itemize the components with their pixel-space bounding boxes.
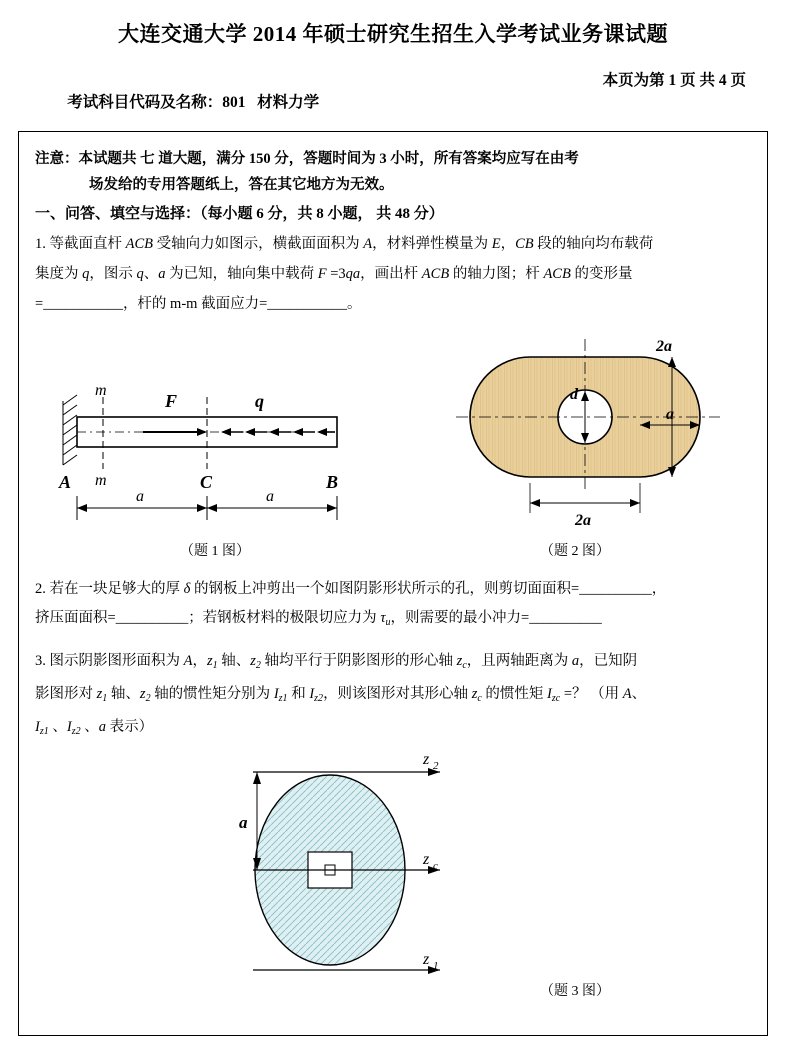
q1-a2: a [158,266,166,282]
q2-t5: ；若钢板材料的极限切应力为 [188,610,381,626]
figure-1-bar [43,333,383,543]
q1-t10: =3 [326,266,346,282]
subject-left [44,72,319,130]
section-heading: 一、问答、填空与选择：（每小题 6 分，共 8 小题， 共 48 分） [35,206,444,222]
q3-z1b: z [96,686,103,702]
q3-t17: 表示） [106,719,154,735]
fig3-label-z2: z [423,751,430,768]
q3-a: a [571,653,580,669]
q3-t15: 、 [48,719,67,735]
q1-t1: 等截面直杆 [49,236,126,252]
q3-zc-sub: c [462,660,467,671]
q2-tau: τ [380,610,386,626]
q1-t3: ，材料弹性模量为 [372,236,492,252]
q1-acb3: ACB [543,266,571,282]
q3-z1-sub: 1 [212,660,218,671]
question-3 [35,647,751,746]
figure-2-punch [420,325,750,540]
q3-I1b-sub: z1 [39,726,49,737]
q1-t16: 。 [347,296,362,312]
fig1-dim-left: a [136,488,144,505]
q1-A: A [363,236,373,252]
q3-t4: 轴均平行于阴影图形的形心轴 [260,653,457,669]
q3-I2: I [309,686,315,702]
q3-t14: 、 [631,686,647,702]
q1-t7: ，图示 [89,266,137,282]
q1-t8: 、 [143,266,159,282]
q3-z1: z [206,653,213,669]
fig1-label-C: C [200,472,213,492]
q2-t4: 挤压面面积= [35,610,116,626]
q3-t2: ， [192,653,207,669]
q1-q: q [82,266,90,282]
q1-t6: 集度为 [35,266,83,282]
q3-zc: z [456,653,463,669]
q3-t9: 轴的惯性矩分别为 [150,686,274,702]
q2-blank-3: __________ [529,610,602,626]
q3-t10: 和 [287,686,310,702]
q2-delta: δ [183,581,191,597]
q3-Izc-sub: zc [551,693,561,704]
q1-t13: 的变形量 [570,266,633,282]
fig2-label-d: d [570,386,578,403]
q2-tau-sub: u [385,617,391,628]
notice-line-1: 注意：本试题共 七 道大题，满分 150 分，答题时间为 3 小时，所有答案均应写在由考 [35,151,579,167]
page-title: 大连交通大学 2014 年硕士研究生招生入学考试业务课试题 [118,22,668,46]
q3-z2-sub: 2 [255,660,261,671]
q3-t6: ，已知阴 [579,653,638,669]
q3-z2b: z [139,686,146,702]
q1-t11: ，画出杆 [360,266,422,282]
q3-I2b-sub: z2 [71,726,81,737]
q1-t15: ，杆的 m-m 截面应力= [122,296,268,312]
fig1-label-m-top: m [95,382,107,399]
q3-I1-sub: z1 [278,693,288,704]
q3-zcb: z [471,686,478,702]
q3-t13: =？ （用 [560,686,623,702]
figure-3-caption: （题 3 图） [540,984,610,999]
q3-ab: a [98,719,106,735]
q3-t8: 轴、 [107,686,140,702]
q1-F: F [317,266,327,282]
q1-t5: 段的轴向均布载荷 [533,236,654,252]
question-1 [35,229,751,319]
q2-t1: 若在一块足够大的厚 [49,581,184,597]
q3-t12: 的惯性矩 [481,686,548,702]
fig3-label-z2-sub: 2 [433,760,439,772]
q1-t12: 的轴力图；杆 [449,266,544,282]
fig1-label-m-bottom: m [95,472,107,489]
figure-3-ellipse [215,748,515,998]
q1-number: 1. [35,236,46,252]
fig2-label-2a-bottom: 2a [575,512,591,529]
fig1-label-A: A [59,472,72,492]
q1-qa: qa [345,266,361,282]
q1-blank-1: ___________ [43,296,123,312]
fig2-label-2a-vertical: 2a [656,338,672,355]
q3-I2b: I [66,719,72,735]
subject-label: 考试科目代码及名称： [67,94,223,111]
q3-t7: 影图形对 [35,686,97,702]
q3-I1b: I [35,719,40,735]
fig1-label-q: q [255,391,264,411]
fig3-label-z1-sub: 1 [433,960,439,972]
fig1-label-F: F [165,391,178,411]
q2-t2: 的钢板上冲剪出一个如图阴影形状所示的孔，则剪切面面积= [190,581,580,597]
q2-number: 2. [35,581,46,597]
q3-I2-sub: z2 [314,693,324,704]
q3-t11: ，则该图形对其形心轴 [323,686,472,702]
q3-z2b-sub: 2 [145,693,151,704]
q1-E: E [491,236,501,252]
figures-row-2 [35,748,751,1018]
q1-t4: ， [500,236,516,252]
fig3-label-zc-sub: c [433,860,438,872]
q3-I1: I [273,686,279,702]
q3-A: A [183,653,193,669]
figure-2-caption: （题 2 图） [540,544,610,559]
q3-t16: 、 [80,719,99,735]
q1-t9: 为已知，轴向集中载荷 [165,266,318,282]
q1-t14: = [35,296,44,312]
subject-code: 801 [222,94,246,111]
q3-t5: ，且两轴距离为 [466,653,572,669]
q3-z2: z [250,653,256,669]
fig3-label-zc: z [423,851,430,868]
q3-number: 3. [35,653,46,669]
q1-q2: q [136,266,144,282]
q2-blank-1: __________ [579,581,652,597]
q2-t3: ， [651,581,667,597]
subject-row [0,68,786,130]
figure-1-caption: （题 1 图） [180,544,250,559]
q3-t3: 轴、 [217,653,251,669]
q3-Izc: I [547,686,552,702]
question-2 [35,575,751,637]
q1-acb: ACB [125,236,154,252]
figures-row-1 [35,325,751,575]
notice-line-2: 场发给的专用答题纸上，答在其它地方为无效。 [89,177,394,193]
fig2-label-a-right: a [666,406,674,423]
q1-CB: CB [515,236,534,252]
q1-blank-2: ___________ [267,296,348,312]
fig1-label-B: B [326,472,339,492]
exam-body-frame [18,131,768,1036]
q3-Ab: A [622,686,632,702]
q2-t6: ，则需要的最小冲力= [390,610,530,626]
q3-t1: 图示阴影图形面积为 [49,653,184,669]
notice [35,146,751,198]
q3-z1b-sub: 1 [102,693,108,704]
subject-name: 材料力学 [257,94,320,111]
fig1-dim-right: a [266,488,274,505]
fig3-label-z1: z [423,951,430,968]
exam-page [0,18,786,1052]
fig3-label-a: a [239,813,248,832]
q3-zcb-sub: c [477,693,482,704]
page-info: 本页为第 1 页 共 4 页 [602,72,746,89]
q1-acb2: ACB [421,266,450,282]
q1-t2: 受轴向力如图示，横截面面积为 [153,236,364,252]
q2-blank-2: __________ [115,610,189,626]
